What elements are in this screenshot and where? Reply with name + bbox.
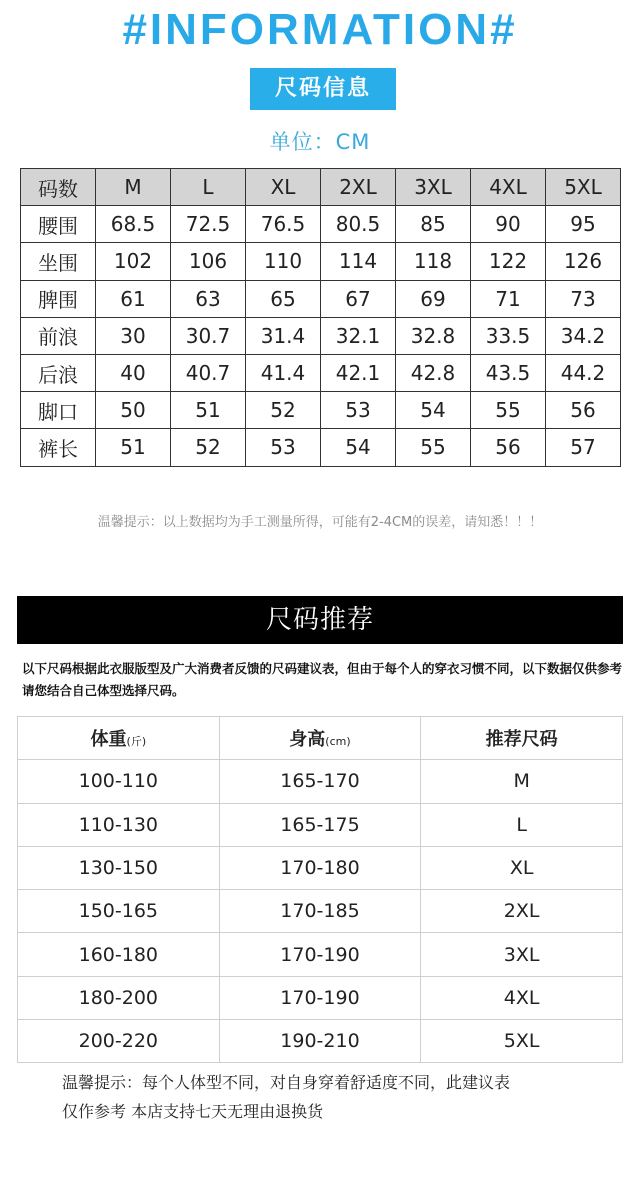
recommend-table-cell: 170-190 bbox=[219, 976, 421, 1019]
size-table-header-row bbox=[21, 169, 621, 206]
recommend-table bbox=[17, 716, 623, 1063]
recommend-table-cell: 4XL bbox=[421, 976, 623, 1019]
size-table-cell: 122 bbox=[471, 243, 546, 280]
size-table-row-label: 后浪 bbox=[21, 354, 96, 391]
size-table-cell: 61 bbox=[96, 280, 171, 317]
size-table-cell: 118 bbox=[396, 243, 471, 280]
recommend-header-unit: (cm) bbox=[325, 735, 351, 749]
size-table-header-cell: 2XL bbox=[321, 169, 396, 206]
recommend-table-row bbox=[18, 976, 623, 1019]
size-table-cell: 56 bbox=[471, 429, 546, 466]
measurement-note: 温馨提示：以上数据均为手工测量所得，可能有2-4CM的误差，请知悉！！！ bbox=[97, 515, 543, 530]
size-table-header-cell: 3XL bbox=[396, 169, 471, 206]
size-table-cell: 76.5 bbox=[246, 206, 321, 243]
size-table-row bbox=[21, 317, 621, 354]
size-table-header-cell: XL bbox=[246, 169, 321, 206]
size-table-cell: 56 bbox=[546, 392, 621, 429]
size-table-cell: 71 bbox=[471, 280, 546, 317]
size-table-row-label: 裤长 bbox=[21, 429, 96, 466]
size-table-header-cell: M bbox=[96, 169, 171, 206]
recommend-table-cell: 3XL bbox=[421, 933, 623, 976]
bottom-note-line-1: 温馨提示：每个人体型不同，对自身穿着舒适度不同，此建议表 bbox=[62, 1073, 511, 1092]
size-table-cell: 40 bbox=[96, 354, 171, 391]
size-table-row-label: 前浪 bbox=[21, 317, 96, 354]
size-table-cell: 85 bbox=[396, 206, 471, 243]
recommend-table-cell: 150-165 bbox=[18, 890, 220, 933]
size-table-row-label: 脾围 bbox=[21, 280, 96, 317]
size-table-cell: 52 bbox=[246, 392, 321, 429]
size-table-cell: 30 bbox=[96, 317, 171, 354]
size-table-cell: 44.2 bbox=[546, 354, 621, 391]
size-table-cell: 54 bbox=[396, 392, 471, 429]
size-table-header-cell: L bbox=[171, 169, 246, 206]
recommend-header-label: 身高 bbox=[289, 729, 326, 751]
recommend-table-row bbox=[18, 760, 623, 803]
size-table-row bbox=[21, 206, 621, 243]
recommend-table-cell: 160-180 bbox=[18, 933, 220, 976]
size-table-row bbox=[21, 354, 621, 391]
recommend-table-cell: 165-175 bbox=[219, 803, 421, 846]
bottom-note-line-2: 仅作参考 本店支持七天无理由退换货 bbox=[62, 1102, 324, 1121]
size-table-cell: 95 bbox=[546, 206, 621, 243]
size-table-cell: 40.7 bbox=[171, 354, 246, 391]
size-table-cell: 63 bbox=[171, 280, 246, 317]
size-table-row-label: 坐围 bbox=[21, 243, 96, 280]
recommend-description: 以下尺码根据此衣服版型及广大消费者反馈的尺码建议表，但由于每个人的穿衣习惯不同，以下数据仅供参考请您结合自己体型选择尺码。 bbox=[22, 661, 623, 698]
recommend-table-cell: XL bbox=[421, 846, 623, 889]
recommend-table-cell: 2XL bbox=[421, 890, 623, 933]
recommend-table-cell: 170-180 bbox=[219, 846, 421, 889]
size-info-badge: 尺码信息 bbox=[250, 68, 396, 110]
size-table-cell: 32.8 bbox=[396, 317, 471, 354]
size-table-cell: 68.5 bbox=[96, 206, 171, 243]
size-table-cell: 43.5 bbox=[471, 354, 546, 391]
size-table-cell: 80.5 bbox=[321, 206, 396, 243]
headline: #INFORMATION# bbox=[122, 5, 518, 54]
recommend-table-header-cell bbox=[421, 717, 623, 760]
size-table-cell: 42.1 bbox=[321, 354, 396, 391]
size-table-cell: 114 bbox=[321, 243, 396, 280]
recommend-table-row bbox=[18, 846, 623, 889]
bottom-note bbox=[62, 1068, 602, 1126]
size-table-cell: 90 bbox=[471, 206, 546, 243]
size-table-cell: 106 bbox=[171, 243, 246, 280]
recommend-header-label: 体重 bbox=[90, 729, 127, 751]
size-table-cell: 33.5 bbox=[471, 317, 546, 354]
size-table-row bbox=[21, 243, 621, 280]
size-table-header-cell: 5XL bbox=[546, 169, 621, 206]
size-table-cell: 55 bbox=[396, 429, 471, 466]
size-table-cell: 31.4 bbox=[246, 317, 321, 354]
recommend-table-cell: 100-110 bbox=[18, 760, 220, 803]
recommend-table-header-row bbox=[18, 717, 623, 760]
recommend-table-row bbox=[18, 890, 623, 933]
size-table-cell: 55 bbox=[471, 392, 546, 429]
size-table-header-cell: 码数 bbox=[21, 169, 96, 206]
size-table-row bbox=[21, 429, 621, 466]
recommend-table-cell: 170-185 bbox=[219, 890, 421, 933]
recommend-table-cell: 5XL bbox=[421, 1020, 623, 1063]
size-table-cell: 65 bbox=[246, 280, 321, 317]
recommend-title-bar: 尺码推荐 bbox=[17, 596, 623, 644]
recommend-table-cell: M bbox=[421, 760, 623, 803]
size-table-cell: 50 bbox=[96, 392, 171, 429]
size-table-cell: 69 bbox=[396, 280, 471, 317]
unit-label: 单位：CM bbox=[269, 130, 371, 154]
size-table-cell: 51 bbox=[96, 429, 171, 466]
size-table bbox=[20, 168, 621, 467]
recommend-table-cell: 165-170 bbox=[219, 760, 421, 803]
recommend-table-cell: 180-200 bbox=[18, 976, 220, 1019]
recommend-table-cell: L bbox=[421, 803, 623, 846]
size-table-cell: 72.5 bbox=[171, 206, 246, 243]
size-table-cell: 42.8 bbox=[396, 354, 471, 391]
size-table-cell: 102 bbox=[96, 243, 171, 280]
size-table-cell: 54 bbox=[321, 429, 396, 466]
size-table-row bbox=[21, 392, 621, 429]
size-table-header-cell: 4XL bbox=[471, 169, 546, 206]
size-table-cell: 32.1 bbox=[321, 317, 396, 354]
size-table-cell: 34.2 bbox=[546, 317, 621, 354]
size-table-cell: 52 bbox=[171, 429, 246, 466]
size-table-cell: 126 bbox=[546, 243, 621, 280]
recommend-table-cell: 110-130 bbox=[18, 803, 220, 846]
recommend-table-row bbox=[18, 1020, 623, 1063]
recommend-table-header-cell bbox=[219, 717, 421, 760]
size-table-cell: 57 bbox=[546, 429, 621, 466]
size-table-row-label: 腰围 bbox=[21, 206, 96, 243]
recommend-table-cell: 190-210 bbox=[219, 1020, 421, 1063]
size-table-cell: 53 bbox=[321, 392, 396, 429]
recommend-table-header-cell bbox=[18, 717, 220, 760]
recommend-table-row bbox=[18, 933, 623, 976]
size-table-cell: 73 bbox=[546, 280, 621, 317]
recommend-table-row bbox=[18, 803, 623, 846]
size-table-cell: 53 bbox=[246, 429, 321, 466]
recommend-table-cell: 170-190 bbox=[219, 933, 421, 976]
size-table-cell: 51 bbox=[171, 392, 246, 429]
size-table-row bbox=[21, 280, 621, 317]
size-table-row-label: 脚口 bbox=[21, 392, 96, 429]
size-table-cell: 41.4 bbox=[246, 354, 321, 391]
recommend-table-cell: 200-220 bbox=[18, 1020, 220, 1063]
size-table-cell: 67 bbox=[321, 280, 396, 317]
recommend-header-unit: (斤) bbox=[126, 735, 147, 749]
size-table-cell: 30.7 bbox=[171, 317, 246, 354]
recommend-header-label: 推荐尺码 bbox=[485, 729, 558, 751]
size-table-cell: 110 bbox=[246, 243, 321, 280]
recommend-table-cell: 130-150 bbox=[18, 846, 220, 889]
